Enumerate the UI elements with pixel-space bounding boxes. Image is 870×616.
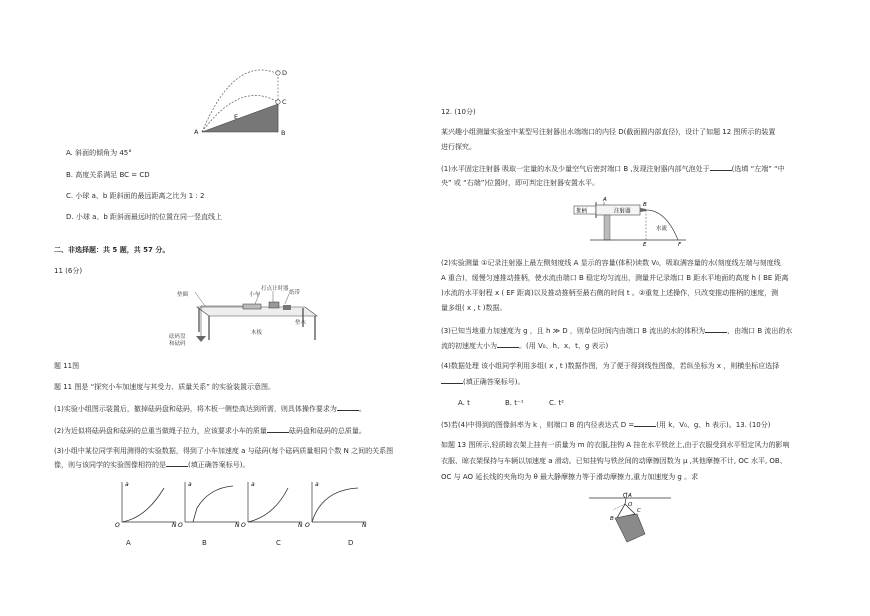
q12-s1-line1: (1)水平固定注射器 吸取一定量的水及少量空气后密封端口 B ,发现注射器内部气泡处于 (选填 “左端” “中 [441,165,785,173]
svg-text:推柄: 推柄 [576,208,588,215]
svg-text:N: N [172,522,177,528]
q12-s2-line1: (2)实验测量 ①记录注射器上最左侧刻度线 A 显示的容量(体积)读数 V₀，吸取满容量的水(刻度线左端与刻度线 [441,259,781,267]
cart [243,304,261,309]
answer-blank [267,425,289,433]
label-d: D [282,69,288,77]
hanger-figure [585,490,675,550]
q12-s1-line2: 央” 或 “右端”)位置时，即可判定注射器安置水平。 [441,179,600,187]
clothes [615,514,645,542]
svg-text:水流: 水流 [656,226,668,232]
graph-letter-c: C [276,539,281,547]
svg-text:垫木: 垫木 [295,320,307,326]
svg-text:垫圈: 垫圈 [177,292,189,298]
svg-text:砝码盘: 砝码盘 [169,334,186,340]
q13-line1: 如题 13 图所示,轻质晾衣架上挂有一质量为 m 的衣服,挂钩 A 挂在水平铁丝上,由于衣服受到水平恒定风力的影响 [441,441,790,449]
q11-sub1: (1)实验小组图示装置后，撤掉砝码盘和砝码，将木板一侧垫高达到所需，则具体操作要求为 。 [54,405,366,413]
water-stream [646,210,678,240]
q13-line3: OC 与 AO 延长线的夹角均为 θ 最大静摩擦力等于滑动摩擦力,重力加速度为 g 。求 [441,473,699,481]
answer-blank [497,340,519,348]
q12-s2-line2: A 重合)，缓慢匀速推动推柄，使水流由端口 B 稳定均匀流出，测量并记录端口 B 距水平地面的高度 h ( BE 距离 [441,274,789,282]
graph-letter-b: B [202,539,207,547]
q12-intro-1: 某兴趣小组测量实验室中某型号注射器出水端端口的内径 D(截面圆内部直径)，设计了如题 12 图所示的装置 [441,128,776,136]
point-d [276,71,280,75]
svg-text:N: N [235,522,240,528]
answer-blank [710,163,732,171]
label-c: C [282,98,287,106]
option-10-a: A. 斜面的倾角为 45° [66,149,132,157]
q12-s2-line3: )水流的水平射程 x ( EF 距离)以及推动推柄至最右侧的时间 t 。②重复上述操作，只改变推动推柄的速度，测 [441,289,779,297]
q11-sub3-line1: (3)小组中某位同学利用测得的实验数据，得到了小车加速度 a 与砝码(每个砝码质量相同个数 N 之间的关系图 [54,447,394,455]
svg-text:和砝码: 和砝码 [169,341,186,347]
svg-text:a: a [125,481,129,488]
q11-sub2: (2)为近似将砝码盘和砝码的总重当做绳子拉力，应该要求小车的质量 砝码盘和砝码的总质量。 [54,427,366,435]
svg-text:O: O [115,522,120,528]
weight-tray [196,336,206,342]
q11-graph-d [302,478,370,528]
answer-blank [337,403,359,411]
q12-s3-line2: 流的初速度大小为 。(用 V₀、h、x、t、g 表示) [441,342,609,350]
graph-letter-a: A [126,539,131,547]
label-e: E [234,113,239,121]
svg-text:纸带: 纸带 [289,290,301,296]
section-2-title: 二、非选择题：共 5 题，共 57 分。 [54,246,170,254]
label-b: B [281,129,286,137]
svg-text:O: O [241,522,246,528]
svg-text:O: O [628,502,633,508]
q11-stem: 题 11 图是 “探究小车加速度与其受力、质量关系” 的实验装置示意图。 [54,383,276,391]
answer-blank [166,459,188,467]
svg-text:小车: 小车 [249,292,261,298]
q12-s4-line1: (4)数据处理 该小组同学利用多组( x , t )数据作图，为了便于得到线性图像，若纵坐标为 x ，则横坐标应选择 [441,362,780,370]
svg-text:a: a [315,481,319,488]
svg-text:B: B [643,202,647,208]
q11-header: 11 (6分) [54,267,83,275]
q13-line2: 衣服、晾衣架保持与车辆以加速度 a 滑动。已知挂钩与铁丝间的动摩擦因数为 μ ,其他摩擦不计, OC 水平, OB、 [441,457,787,465]
q11-sub3-line2: 像，则与该同学的实验图像相符的是 (填正确答案标号)。 [54,461,250,469]
incline-figure [190,62,300,140]
svg-text:N: N [298,522,303,528]
q11-apparatus-figure [165,282,325,352]
q12-option-b: B. t⁻¹ [505,399,524,407]
svg-text:O: O [178,522,183,528]
q12-header: 12. (10分) [441,108,476,116]
svg-text:F: F [678,242,682,246]
q12-s5: (5)若(4)中得到的图像斜率为 k ，则端口 B 的内径表达式 D = (用 k、V₀、g、h 表示)。13. (10分) [441,421,771,429]
answer-blank [705,325,727,333]
q12-s4-line2: (填正确答案标号)。 [441,376,524,387]
svg-text:注射器: 注射器 [614,208,631,215]
svg-text:A: A [603,197,607,203]
svg-text:木板: 木板 [251,330,263,336]
block [283,305,291,310]
q11-graph-c [238,478,306,528]
svg-text:A: A [628,493,632,499]
timer [269,302,279,308]
q12-s3-line1: (3)已知当地重力加速度为 g ，且 h ≫ D ，则单位时间内由端口 B 流出的水的体积为 ，由端口 B 流出的水 [441,327,793,335]
svg-text:O: O [305,522,310,528]
svg-text:a: a [251,481,255,488]
q12-option-c: C. t² [549,399,564,407]
q11-caption: 题 11图 [54,362,80,370]
q12-option-a: A. t [458,399,470,407]
svg-text:E: E [643,242,647,246]
option-10-d: D. 小球 a、b 距斜面最远时的位置在同一竖直线上 [66,213,223,221]
label-a: A [194,128,199,136]
q12-s2-line4: 量多组( x , t )数据。 [441,304,507,312]
graph-letter-d: D [348,539,354,547]
answer-blank [441,376,463,384]
svg-text:B: B [610,516,614,522]
q11-graph-b [175,478,243,528]
point-c [276,100,280,104]
q12-intro-2: 进行探究。 [441,143,476,151]
svg-text:a: a [188,481,192,488]
svg-text:打点计时器: 打点计时器 [261,286,289,292]
svg-text:C: C [637,508,641,514]
q11-graph-a [112,478,180,528]
answer-blank [634,419,656,427]
option-10-b: B. 高度关系满足 BC = CD [66,171,150,179]
syringe-figure [570,196,690,246]
option-10-c: C. 小球 a、b 距斜面的最远距离之比为 1 : 2 [66,192,205,200]
hook [623,493,627,504]
svg-text:N: N [362,522,367,528]
